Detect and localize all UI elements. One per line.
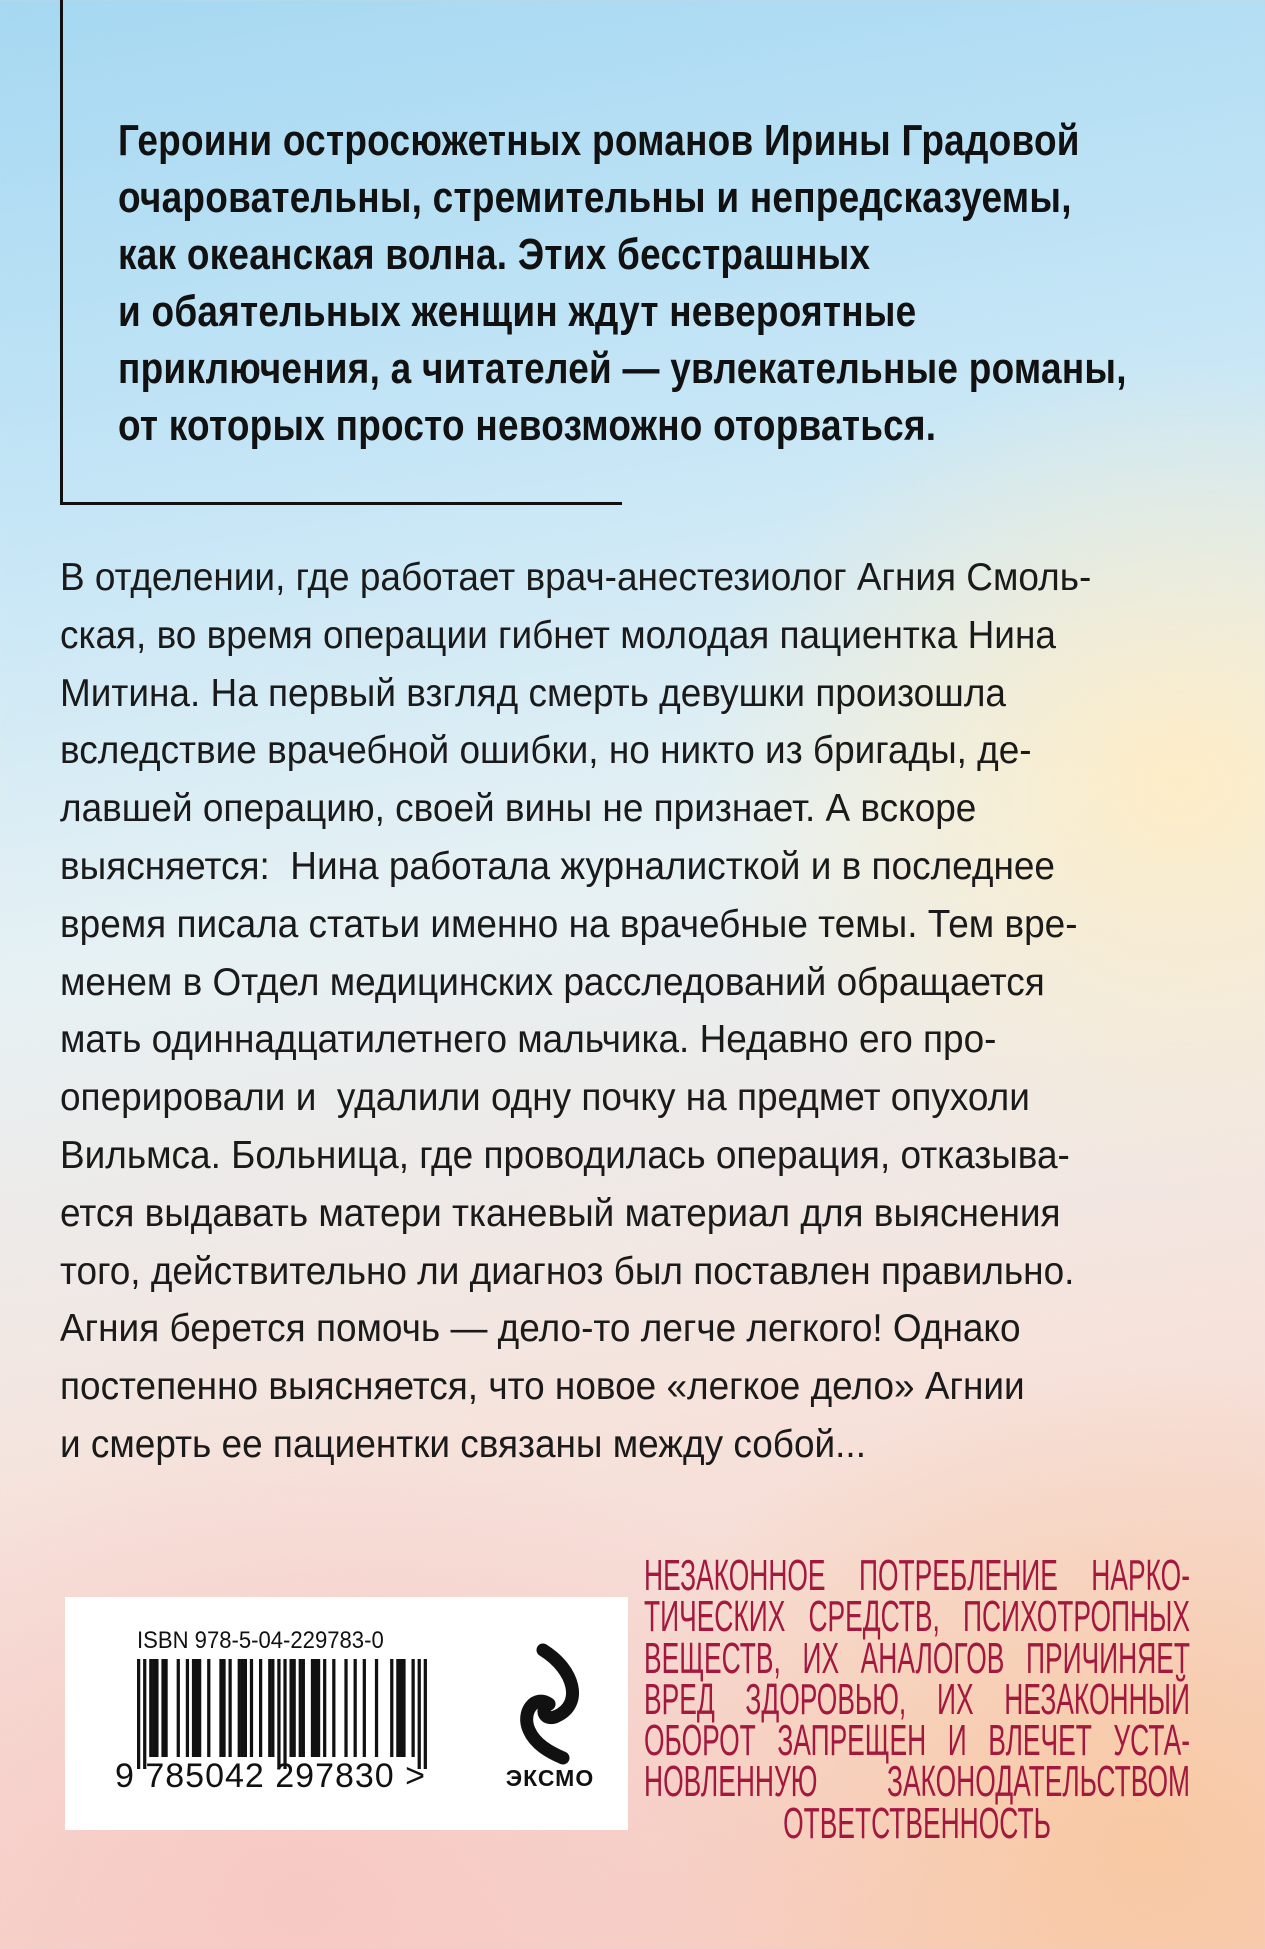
barcode-bar: [332, 1659, 335, 1757]
barcode-bar: [177, 1659, 180, 1757]
barcode-bar: [311, 1659, 314, 1757]
barcode-bar: [293, 1659, 296, 1757]
barcode-bar: [277, 1659, 280, 1769]
barcode-bar: [283, 1659, 286, 1769]
warning-line: ОБОРОТ ЗАПРЕЩЕН И ВЛЕЧЕТ УСТА-: [644, 1716, 1190, 1766]
barcode-bar: [229, 1659, 232, 1757]
barcode-bar: [268, 1659, 271, 1757]
isbn-label: ISBN 978-5-04-229783-0: [137, 1627, 384, 1654]
annotation-line: ется выдавать матери тканевый материал для выяснения: [60, 1191, 1061, 1235]
barcode-bar: [290, 1659, 293, 1757]
barcode-bar: [424, 1659, 427, 1769]
warning-line: ВРЕД ЗДОРОВЬЮ, ИХ НЕЗАКОННЫЙ: [644, 1674, 1190, 1724]
barcode-bar: [314, 1659, 317, 1757]
barcode-bars: [137, 1659, 437, 1769]
annotation-line: того, действительно ли диагноз был поставлен правильно.: [60, 1249, 1075, 1293]
blurb-line: как океанская волна. Этих бесстрашных: [118, 230, 871, 279]
annotation-line: Митина. На первый взгляд смерть девушки произошла: [60, 671, 1006, 715]
barcode-bar: [238, 1659, 241, 1757]
barcode-panel: [65, 1597, 628, 1830]
barcode-bar: [244, 1659, 247, 1757]
annotation-line: Агния берется помочь — дело-то легче легкого! Однако: [60, 1307, 1021, 1351]
barcode-bar: [402, 1659, 405, 1757]
annotation-line: вследствие врачебной ошибки, но никто из бригады, де-: [60, 729, 1032, 773]
annotation-line: мать одиннадцатилетнего мальчика. Недавно его про-: [60, 1018, 997, 1062]
barcode-bar: [418, 1659, 421, 1769]
book-annotation: [60, 549, 1200, 1474]
blurb-line: очаровательны, стремительны и непредсказуемы,: [118, 173, 1072, 222]
drug-warning-notice: [644, 1551, 1190, 1848]
barcode-bar: [302, 1659, 305, 1757]
annotation-line: ская, во время операции гибнет молодая пациентка Нина: [60, 613, 1056, 657]
blurb-line: от которых просто невозможно оторваться.: [118, 401, 937, 450]
barcode-bar: [161, 1659, 164, 1757]
annotation-line: постепенно выясняется, что новое «легкое дело» Агнии: [60, 1365, 1025, 1409]
barcode-bar: [207, 1659, 210, 1757]
barcode-bar: [164, 1659, 167, 1757]
barcode-bar: [219, 1659, 222, 1757]
barcode-bar: [375, 1659, 378, 1757]
barcode-bar: [323, 1659, 326, 1757]
warning-line: ВЕЩЕСТВ, ИХ АНАЛОГОВ ПРИЧИНЯЕТ: [644, 1633, 1190, 1683]
blurb-frame-horizontal-rule: [60, 502, 622, 505]
barcode-bar: [299, 1659, 302, 1757]
barcode-bar: [195, 1659, 198, 1757]
barcode-bar: [399, 1659, 402, 1757]
blurb-frame-vertical-rule: [60, 0, 63, 505]
annotation-line: лавшей операцию, своей вины не признает. А вскоре: [60, 787, 977, 831]
warning-line: ТИЧЕСКИХ СРЕДСТВ, ПСИХОТРОПНЫХ: [644, 1592, 1190, 1642]
blurb-line: Героини остросюжетных романов Ирины Градовой: [118, 116, 1080, 165]
barcode-bar: [344, 1659, 347, 1757]
barcode-bar: [354, 1659, 357, 1757]
publisher-name: ЭКСМО: [505, 1765, 595, 1791]
barcode-digits: 9 785042 297830 >: [115, 1757, 427, 1795]
barcode-bar: [222, 1659, 225, 1757]
annotation-line: и смерть ее пациентки связаны между собой...: [60, 1422, 866, 1466]
annotation-line: выясняется: Нина работала журналисткой и в последнее: [60, 844, 1055, 888]
eksmo-logo-icon: [505, 1642, 595, 1767]
warning-line: НОВЛЕННУЮ ЗАКОНОДАТЕЛЬСТВОМ: [644, 1757, 1190, 1807]
annotation-line: время писала статьи именно на врачебные темы. Тем вре-: [60, 902, 1078, 946]
barcode-bar: [363, 1659, 366, 1757]
series-blurb: [118, 112, 1265, 454]
barcode-bar: [317, 1659, 320, 1757]
barcode-bar: [143, 1659, 146, 1769]
annotation-line: оперировали и удалили одну почку на предмет опухоли: [60, 1076, 1030, 1120]
barcode-bar: [241, 1659, 244, 1757]
barcode-bar: [390, 1659, 393, 1757]
barcode-bar: [137, 1659, 140, 1769]
barcode-bar: [259, 1659, 262, 1757]
barcode-bar: [250, 1659, 253, 1757]
barcode-bar: [412, 1659, 415, 1757]
annotation-line: Вильмса. Больница, где проводилась операция, отказыва-: [60, 1133, 1070, 1177]
barcode-bar: [396, 1659, 399, 1757]
blurb-line: приключения, а читателей — увлекательные романы,: [118, 344, 1127, 393]
barcode-bar: [152, 1659, 155, 1757]
barcode-bar: [192, 1659, 195, 1757]
barcode-bar: [155, 1659, 158, 1757]
barcode-bar: [186, 1659, 189, 1757]
warning-line: ОТВЕТСТВЕННОСТЬ: [783, 1798, 1051, 1848]
warning-line: НЕЗАКОННОЕ ПОТРЕБЛЕНИЕ НАРКО-: [644, 1551, 1190, 1600]
annotation-line: менем в Отдел медицинских расследований обращается: [60, 960, 1045, 1004]
blurb-line: и обаятельных женщин ждут невероятные: [118, 287, 917, 336]
barcode-bar: [149, 1659, 152, 1757]
barcode-bar: [271, 1659, 274, 1757]
barcode-bar: [198, 1659, 201, 1757]
annotation-line: В отделении, где работает врач-анестезиолог Агния Смоль-: [60, 556, 1092, 599]
